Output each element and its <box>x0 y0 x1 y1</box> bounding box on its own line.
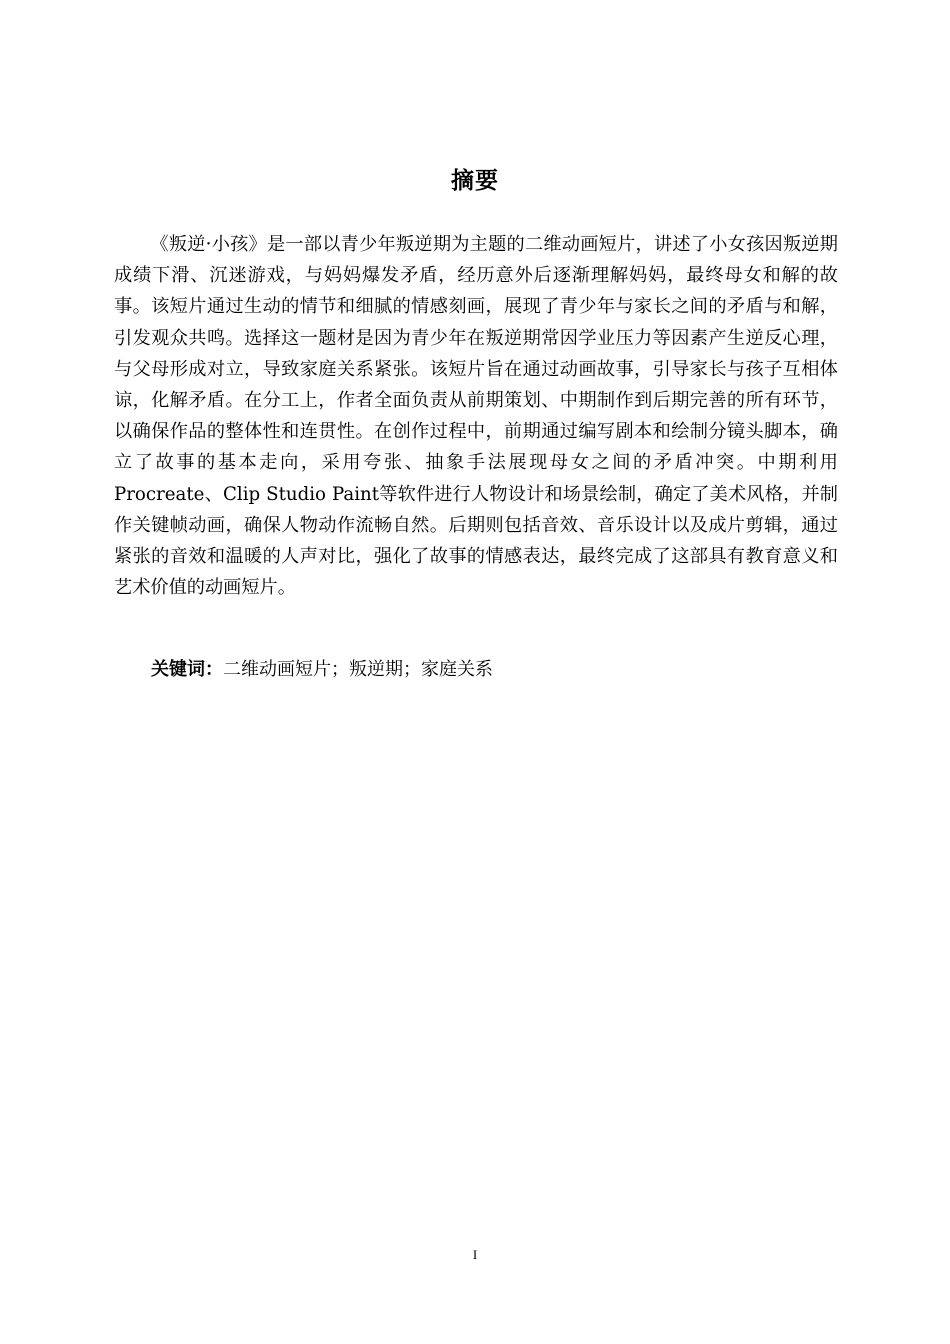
page-title: 摘要 <box>451 168 499 194</box>
keywords-label: 关键词： <box>151 659 223 680</box>
keywords-line <box>151 655 831 685</box>
abstract-paragraph: 《叛逆·小孩》是一部以青少年叛逆期为主题的二维动画短片，讲述了小女孩因叛逆期成绩下滑、沉迷游戏，与妈妈爆发矛盾，经历意外后逐渐理解妈妈，最终母女和解的故事。该短片通过生动的情节和细腻的情感刻画，展现了青少年与家长之间的矛盾与和解，引发观众共鸣。选择这一题材是因为青少年在叛逆期常因学业压力等因素产生逆反心理，与父母形成对立，导致家庭关系紧张。该短片旨在通过动画故事，引导家长与孩子互相体谅，化解矛盾。在分工上，作者全面负责从前期策划、中期制作到后期完善的所有环节，以确保作品的整体性和连贯性。在创作过程中，前期通过编写剧本和绘制分镜头脚本，确立了故事的基本走向，采用夸张、抽象手法展现母女之间的矛盾冲突。中期利用Procreate、Clip Studio Paint等软件进行人物设计和场景绘制，确定了美术风格，并制作关键帧动画，确保人物动作流畅自然。后期则包括音效、音乐设计以及成片剪辑，通过紧张的音效和温暖的人声对比，强化了故事的情感表达，最终完成了这部具有教育意义和艺术价值的动画短片。 <box>114 234 838 599</box>
page-number: I <box>472 1247 478 1262</box>
keywords-value: 二维动画短片；叛逆期；家庭关系 <box>223 659 493 680</box>
